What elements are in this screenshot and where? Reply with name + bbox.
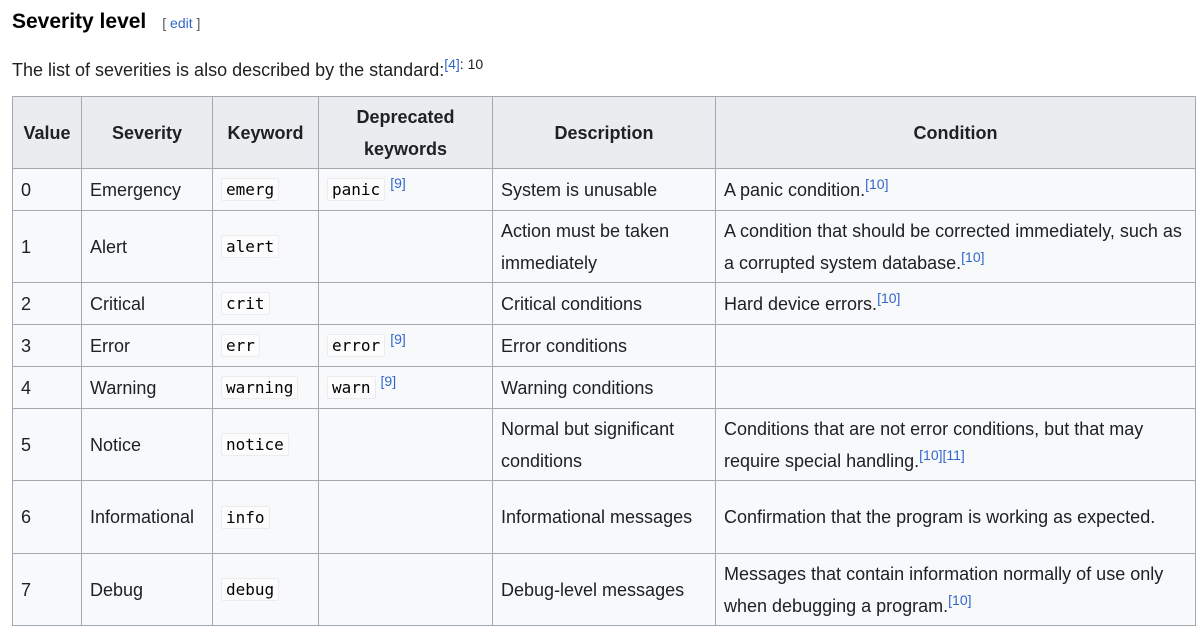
- edit-link[interactable]: edit: [170, 15, 193, 31]
- condition-citation: [919, 447, 965, 463]
- citation-link[interactable]: [11]: [942, 446, 965, 463]
- severity-text: Critical: [90, 293, 146, 314]
- cell-keyword: [213, 481, 319, 554]
- description-text: Error conditions: [501, 335, 628, 356]
- keyword-code: emerg: [221, 178, 279, 201]
- cell-value: [13, 283, 82, 325]
- citation-link[interactable]: [10]: [919, 446, 943, 463]
- cell-deprecated-keywords: [319, 169, 493, 211]
- keyword-code: err: [221, 334, 260, 357]
- condition-text: A panic condition.: [724, 179, 866, 200]
- deprecated-keyword-code: warn: [327, 376, 376, 399]
- keyword-code: info: [221, 506, 270, 529]
- keyword-code: crit: [221, 292, 270, 315]
- table-row: [13, 211, 1196, 283]
- cell-severity: [82, 169, 213, 211]
- citation-link[interactable]: [10]: [948, 591, 972, 608]
- value-text: 0: [21, 179, 32, 200]
- deprecated-citation: [390, 331, 406, 347]
- cell-severity: [82, 367, 213, 409]
- cell-value: [13, 554, 82, 626]
- cell-condition: [716, 325, 1196, 367]
- condition-text: A condition that should be corrected immediately, such as a corrupted system database.: [724, 220, 1182, 273]
- severity-text: Alert: [90, 236, 128, 257]
- edit-bracket-open: [: [162, 15, 171, 31]
- table-row: [13, 325, 1196, 367]
- cell-deprecated-keywords: [319, 283, 493, 325]
- section-title: Severity level: [12, 10, 147, 33]
- cell-condition: [716, 283, 1196, 325]
- value-text: 1: [21, 236, 32, 257]
- cell-keyword: [213, 211, 319, 283]
- cell-description: [493, 325, 716, 367]
- cell-value: [13, 169, 82, 211]
- description-text: Informational messages: [501, 507, 693, 527]
- value-text: 6: [21, 507, 32, 527]
- header-value: Value: [13, 97, 82, 169]
- cell-condition: [716, 481, 1196, 554]
- cell-deprecated-keywords: [319, 554, 493, 626]
- cell-description: [493, 169, 716, 211]
- cell-keyword: [213, 409, 319, 481]
- description-text: System is unusable: [501, 179, 658, 200]
- description-text: Debug-level messages: [501, 579, 685, 600]
- condition-citation: [961, 249, 984, 265]
- cell-deprecated-keywords: [319, 325, 493, 367]
- condition-citation: [865, 176, 888, 192]
- deprecated-citation: [390, 175, 406, 191]
- cell-deprecated-keywords: [319, 367, 493, 409]
- condition-text: Messages that contain information normally of use only when debugging a program.: [724, 563, 1164, 616]
- keyword-code: warning: [221, 376, 298, 399]
- intro-text: The list of severities is also described by the standard:: [12, 60, 445, 80]
- cell-condition: [716, 409, 1196, 481]
- cell-value: [13, 409, 82, 481]
- cell-keyword: [213, 554, 319, 626]
- severity-text: Informational: [90, 507, 195, 527]
- description-text: Critical conditions: [501, 293, 643, 314]
- table-header-row: [13, 97, 1196, 169]
- cell-keyword: [213, 367, 319, 409]
- citation-page: : 10: [459, 56, 484, 72]
- table-row: [13, 481, 1196, 554]
- keyword-code: alert: [221, 235, 279, 258]
- citation-link[interactable]: [4]: [444, 56, 460, 72]
- condition-citation: [877, 290, 900, 306]
- header-deprecated-keywords: Deprecated keywords: [319, 97, 493, 169]
- cell-keyword: [213, 325, 319, 367]
- header-severity: Severity: [82, 97, 213, 169]
- deprecated-keyword-code: panic: [327, 178, 385, 201]
- keyword-code: debug: [221, 578, 279, 601]
- cell-condition: [716, 169, 1196, 211]
- cell-severity: [82, 481, 213, 554]
- cell-description: [493, 409, 716, 481]
- value-text: 5: [21, 434, 32, 455]
- description-text: Action must be taken immediately: [501, 220, 670, 273]
- edit-bracket-close: ]: [192, 15, 201, 31]
- condition-text: Hard device errors.: [724, 293, 878, 314]
- table-row: [13, 367, 1196, 409]
- citation-link[interactable]: [9]: [390, 331, 406, 347]
- description-text: Normal but significant conditions: [501, 418, 675, 471]
- cell-value: [13, 367, 82, 409]
- intro-paragraph: [12, 58, 1203, 82]
- value-text: 7: [21, 579, 32, 600]
- table-row: [13, 283, 1196, 325]
- severity-text: Error: [90, 335, 130, 356]
- section-heading-row: [12, 10, 1203, 40]
- cell-description: [493, 283, 716, 325]
- value-text: 2: [21, 293, 32, 314]
- cell-description: [493, 554, 716, 626]
- header-description: Description: [493, 97, 716, 169]
- edit-section: [162, 15, 200, 31]
- cell-severity: [82, 409, 213, 481]
- severity-text: Warning: [90, 377, 157, 398]
- cell-condition: [716, 211, 1196, 283]
- citation-link[interactable]: [10]: [865, 175, 889, 192]
- header-condition: Condition: [716, 97, 1196, 169]
- citation-link[interactable]: [9]: [390, 175, 406, 191]
- cell-severity: [82, 211, 213, 283]
- keyword-code: notice: [221, 433, 289, 456]
- deprecated-citation: [381, 373, 397, 389]
- cell-value: [13, 211, 82, 283]
- cell-severity: [82, 554, 213, 626]
- intro-citation: [444, 56, 483, 72]
- cell-severity: [82, 325, 213, 367]
- deprecated-keyword-code: error: [327, 334, 385, 357]
- cell-keyword: [213, 169, 319, 211]
- cell-severity: [82, 283, 213, 325]
- header-keyword: Keyword: [213, 97, 319, 169]
- severity-text: Notice: [90, 434, 142, 455]
- table-row: [13, 169, 1196, 211]
- cell-deprecated-keywords: [319, 409, 493, 481]
- cell-deprecated-keywords: [319, 211, 493, 283]
- citation-link[interactable]: [9]: [380, 373, 397, 389]
- table-row: [13, 409, 1196, 481]
- description-text: Warning conditions: [501, 377, 654, 398]
- condition-text: Confirmation that the program is working as expected.: [724, 507, 1156, 527]
- table-row: [13, 554, 1196, 626]
- severity-table: [12, 96, 1196, 626]
- cell-description: [493, 481, 716, 554]
- cell-value: [13, 325, 82, 367]
- cell-description: [493, 211, 716, 283]
- severity-text: Emergency: [90, 179, 182, 200]
- condition-text: Conditions that are not error conditions, but that may require special handling.: [724, 418, 1144, 471]
- value-text: 4: [21, 377, 32, 398]
- citation-link[interactable]: [10]: [877, 289, 901, 306]
- cell-value: [13, 481, 82, 554]
- value-text: 3: [21, 335, 32, 356]
- cell-condition: [716, 554, 1196, 626]
- cell-deprecated-keywords: [319, 481, 493, 554]
- cell-condition: [716, 367, 1196, 409]
- severity-text: Debug: [90, 579, 144, 600]
- article-section: [0, 0, 1203, 82]
- cell-description: [493, 367, 716, 409]
- condition-citation: [948, 592, 971, 608]
- cell-keyword: [213, 283, 319, 325]
- citation-link[interactable]: [10]: [961, 248, 985, 265]
